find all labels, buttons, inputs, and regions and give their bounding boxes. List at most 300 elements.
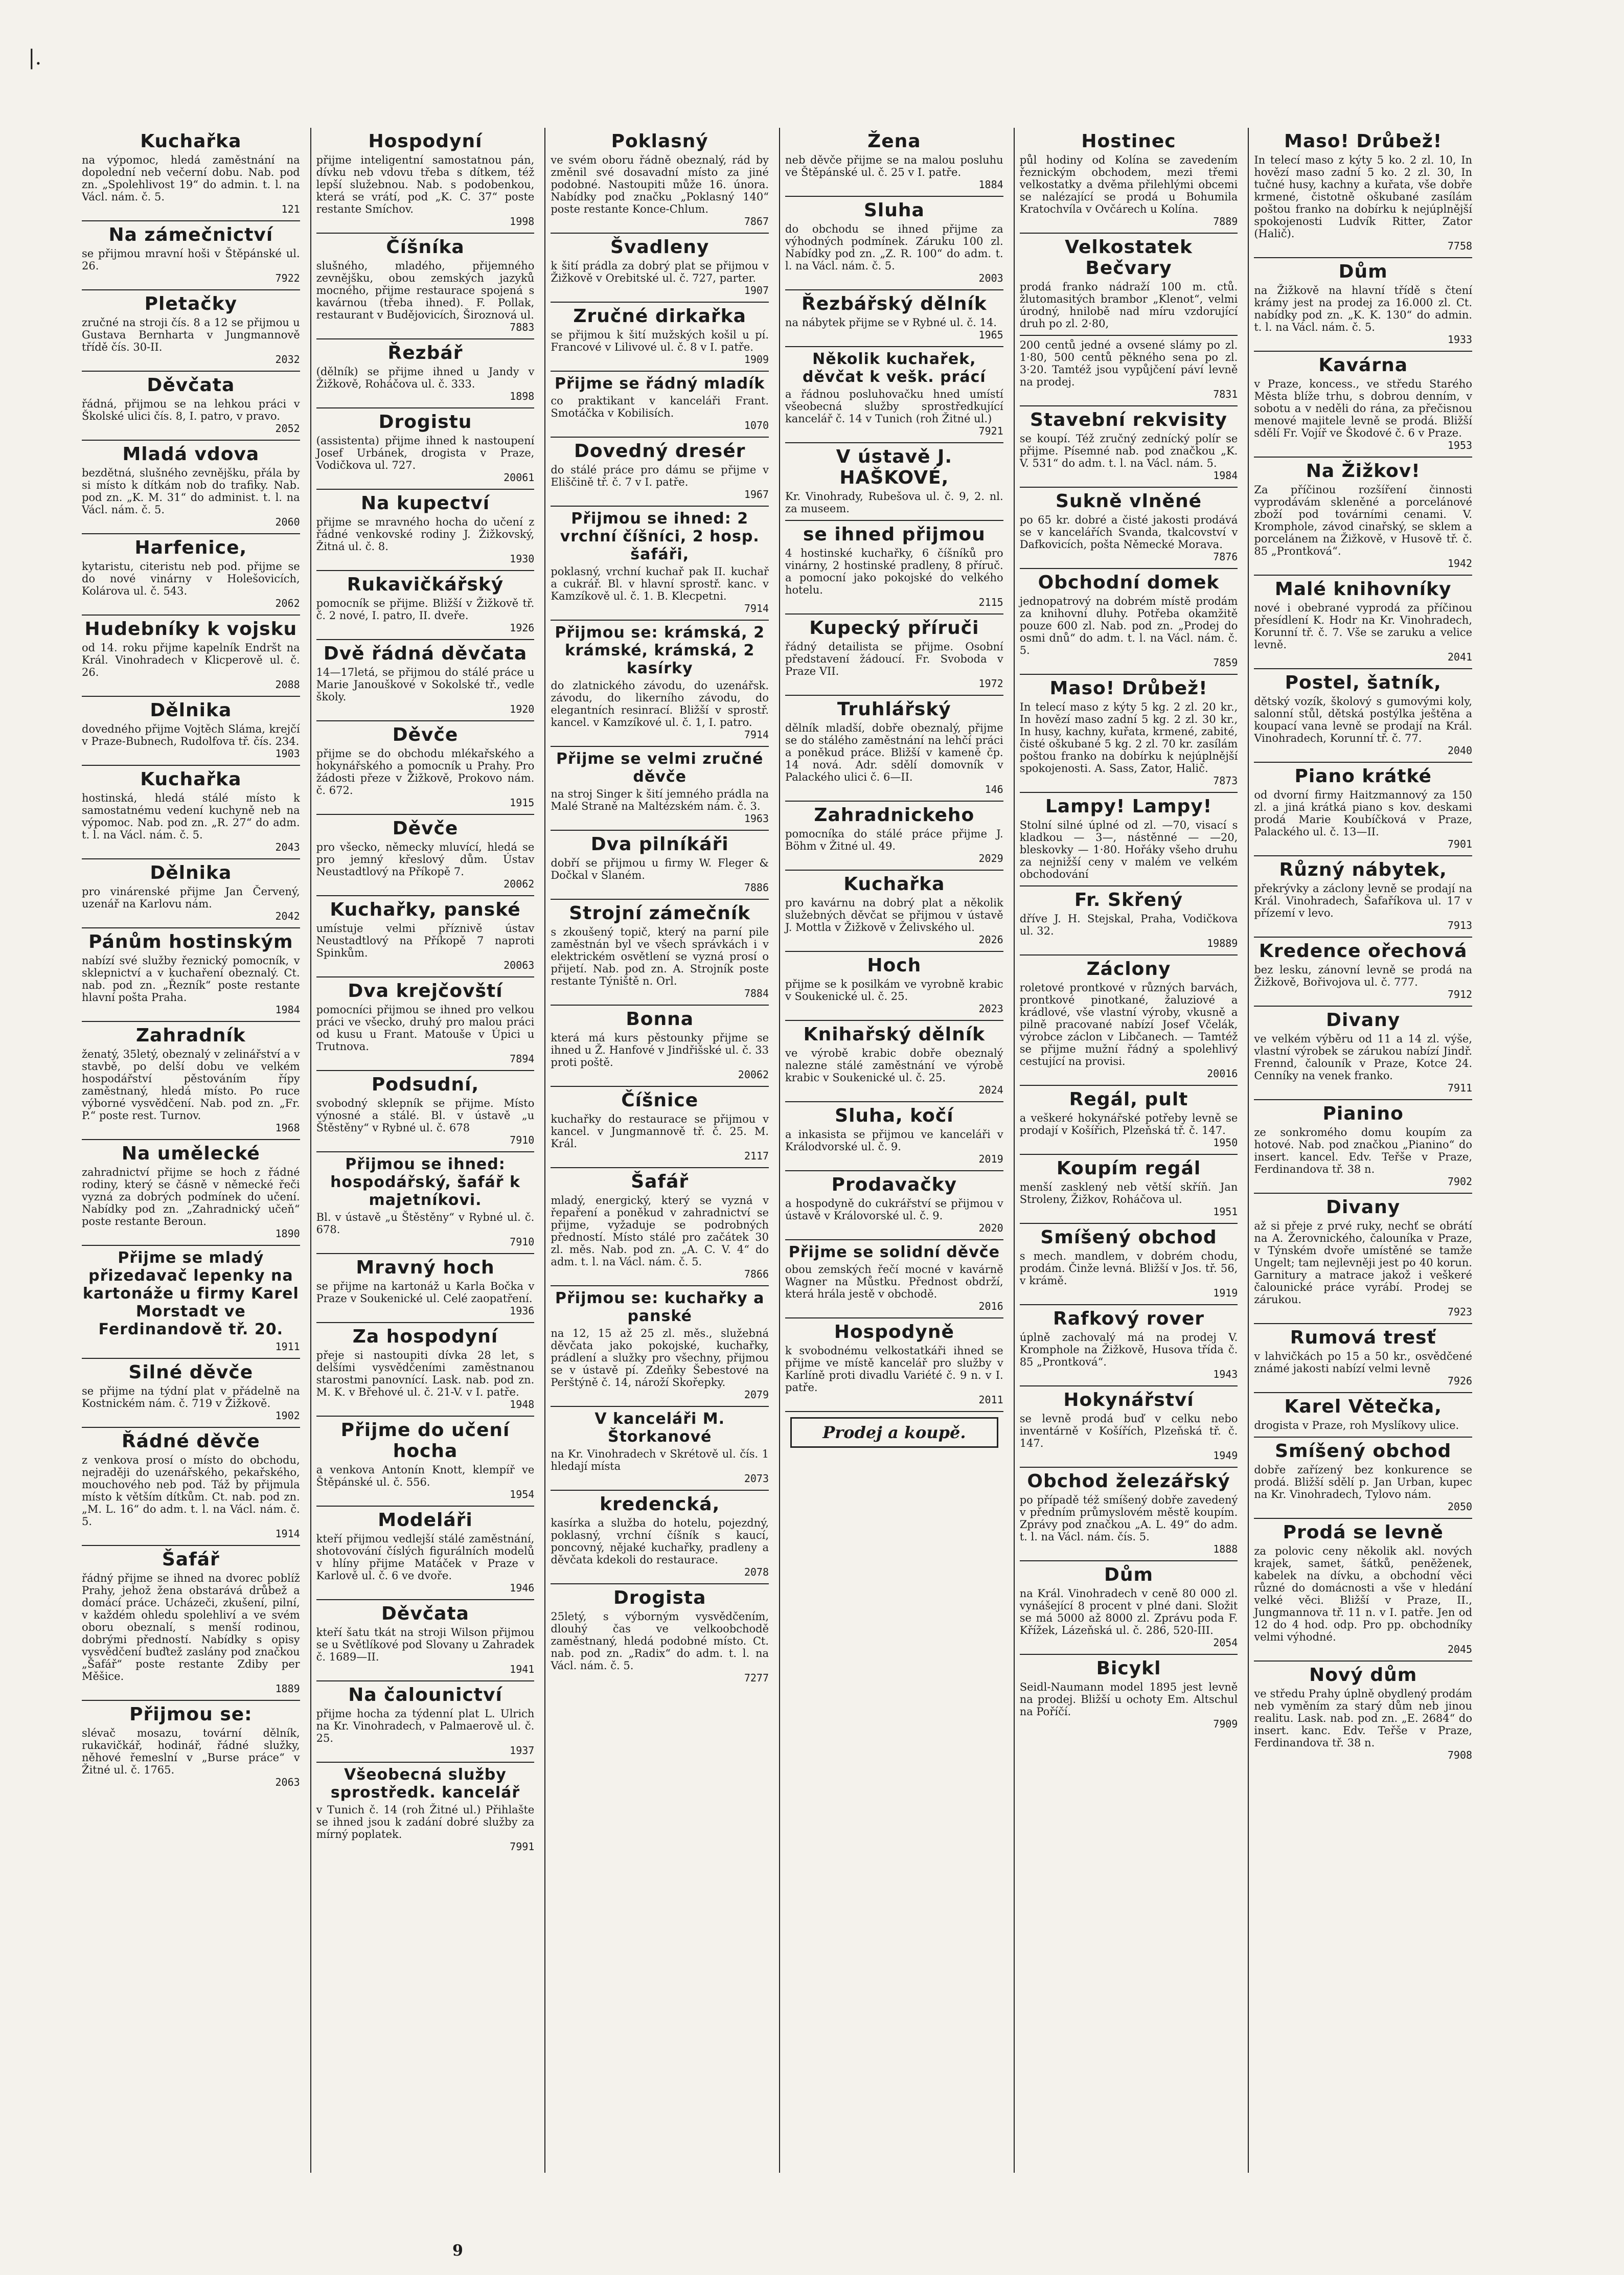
ad-body: (assistenta) přijme ihned k nastoupení Josef Urbánek, drogista v Praze, Vodičkova ul. 727. — [316, 435, 535, 471]
ad-number: 1965 — [978, 329, 1003, 341]
ad-body: po případě též smíšený dobře zavedený v předním průmyslovém městě koupím. Zprávy pod značkou „A. L. 49“ do adm. t. l. na Václ. nám. čís. 5. — [1019, 1494, 1238, 1543]
classified-ad — [1020, 886, 1238, 956]
ad-heading: Zahradník — [135, 1025, 246, 1046]
ad-number: 1984 — [1213, 469, 1238, 482]
ad-heading: Poklasný — [611, 131, 708, 152]
ad-heading: Pánům hostinským — [88, 931, 293, 952]
ad-number: 2045 — [1447, 1643, 1473, 1655]
ad-body: kytaristu, citeristu neb pod. přijme se do nové vinárny v Holešovicích, Kolárova ul. č. 543. — [82, 560, 300, 597]
classified-ad — [1020, 675, 1238, 793]
ad-number: 20062 — [738, 1068, 769, 1081]
ad-heading: Lampy! Lampy! — [1045, 796, 1213, 817]
ad-heading: Kavárna — [1318, 355, 1408, 376]
ad-heading: Dům — [1104, 1564, 1154, 1585]
ad-heading: Hostinec — [1081, 131, 1176, 152]
ad-heading: Karel Větečka, — [1284, 1396, 1442, 1417]
ad-number: 1942 — [1447, 557, 1473, 570]
classified-ad — [1020, 488, 1238, 569]
ad-heading: Drogistu — [378, 412, 472, 433]
ad-number: 2029 — [978, 852, 1003, 864]
ad-heading: Hokynářství — [1063, 1390, 1194, 1410]
ad-number: 1967 — [744, 488, 769, 500]
classified-ad — [1020, 793, 1238, 886]
ad-body: ze sonkromého domu koupím za hotové. Nab. pod značkou „Pianino“ do insert. kancel. Edv. Teřše v Praze, Ferdinandova tř. 38 n. — [1254, 1126, 1473, 1175]
ad-heading: Řádné děvče — [121, 1431, 260, 1452]
classified-ad — [82, 1546, 300, 1701]
ad-number: 7901 — [1447, 838, 1473, 850]
classified-ad — [1254, 763, 1472, 856]
classified-ad — [1254, 938, 1472, 1007]
ad-heading: Na Žižkov! — [1306, 461, 1421, 482]
classified-ad — [785, 696, 1003, 802]
classified-ad — [1254, 1519, 1472, 1662]
ad-body: přijme se k posilkám ve vyrobně krabic v Soukenické ul. č. 25. — [785, 978, 1003, 1003]
ad-number: 1951 — [1213, 1205, 1238, 1218]
ad-body: Kr. Vinohrady, Rubešova ul. č. 9, 2. nl. za museem. — [785, 490, 1003, 515]
classified-ad — [1020, 1224, 1238, 1305]
ad-body: bezdětná, slušného zevnějšku, přála by si místo k dítkám nob do trafiky. Nab. pod zn. „K. M. 31“ do administ. t. l. na Václ. nám. č. 5. — [82, 467, 300, 516]
ad-heading: Kuchařka — [140, 131, 242, 152]
ad-body: 14—17letá, se přijmou do stálé práce u Marie Janouškové v Sokolské tř., vedle školy. — [316, 666, 535, 703]
ad-number: 7889 — [1213, 215, 1238, 228]
ad-body: přijme hocha za týdenní plat L. Ulrich na Kr. Vinohradech, v Palmaerově ul. č. 25. — [316, 1708, 535, 1744]
classified-ad — [551, 372, 769, 438]
classified-ad — [551, 128, 769, 234]
ad-number: 1902 — [275, 1409, 300, 1422]
ad-body: do stálé práce pro dámu se přijme v Eliščině tř. č. 7 v I. patře. — [551, 464, 769, 488]
ad-number: 2073 — [744, 1472, 769, 1485]
ad-body: nové i obebrané vyprodá za příčinou přesídlení K. Hodr na Kr. Vinohradech, Korunní tř. č. 7. Vše se zaruku a velice levně. — [1254, 602, 1473, 651]
classified-ad — [316, 1254, 535, 1323]
ad-heading: Číšnice — [621, 1090, 699, 1111]
ad-body: dříve J. H. Stejskal, Praha, Vodičkova ul. 32. — [1019, 913, 1238, 937]
ad-number: 1898 — [510, 390, 535, 402]
ad-body: bez lesku, zánovní levně se prodá na Žižkově, Bořivojova ul. č. 777. — [1254, 964, 1473, 988]
ad-number: 7923 — [1447, 1306, 1473, 1318]
classified-ad — [316, 234, 535, 339]
classified-ad — [316, 1507, 535, 1600]
ad-number: 1936 — [510, 1305, 535, 1317]
ad-heading: Drogista — [613, 1587, 706, 1608]
ad-body: půl hodiny od Kolína se zavedením řeznickým obchodem, mezi třemi velkostatky a dvěma přilehlými obcemi se nalézající se prodá u Bohumila Kratochvíla v Ovčárech u Kolína. — [1019, 154, 1238, 215]
ad-number: 2115 — [978, 596, 1003, 608]
ad-heading: Bicykl — [1096, 1658, 1161, 1679]
classified-ad — [1020, 1561, 1238, 1655]
classified-ad — [1020, 128, 1238, 234]
classified-ad — [1254, 128, 1472, 258]
classified-ad — [316, 1600, 535, 1681]
classified-ad — [316, 339, 535, 408]
ad-heading: Harfenice, — [134, 537, 247, 558]
ad-number: 1070 — [744, 419, 769, 431]
ad-body: pro vinárenské přijme Jan Červený, uzenář na Karlovu nám. — [82, 885, 300, 910]
classified-ad — [316, 408, 535, 490]
classified-ad — [316, 128, 535, 234]
ad-body: se levně prodá buď v celku nebo inventárně v Košířích, Plzeňská tř. č. 147. — [1019, 1413, 1238, 1449]
ad-heading: Rafkový rover — [1053, 1308, 1205, 1329]
ad-heading: Přijme se řádný mladík — [554, 375, 765, 393]
ad-body: kuchařky do restaurace se přijmou v kancel. v Jungmannově tř. č. 25. M. Král. — [551, 1113, 769, 1150]
ad-heading: Na umělecké — [121, 1143, 260, 1164]
classified-ad — [785, 1021, 1003, 1102]
ad-number: 1890 — [275, 1227, 300, 1240]
classified-ad — [316, 640, 535, 721]
classified-ad — [551, 234, 769, 303]
ad-number: 1943 — [1213, 1368, 1238, 1380]
classified-ad — [82, 1246, 300, 1359]
ad-body: na Král. Vinohradech v ceně 80 000 zl. vynášející 8 procent v plné dani. Složit se má 5000 až 8000 zl. Zprávu poda F. Křížek, Lázeňská ul. č. 286, 520-III. — [1019, 1587, 1238, 1636]
classified-ad — [1254, 1100, 1472, 1194]
ad-number: 7914 — [744, 602, 769, 615]
ad-body: co praktikant v kanceláři Frant. Smotáčka v Kobilisích. — [551, 395, 769, 419]
ad-body: In telecí maso z kýty 5 ko. 2 zl. 10, In hovězí maso zadní 5 ko. 2 zl. 30, In tučné husy, kachny a kuřata, vše dobře krmené, čistotně oškubané zasílám poštou franko na dobírku k nejúplnější spokojenosti Ludvík Ritter, Zator (Halič). — [1254, 154, 1473, 240]
classified-ad — [785, 1102, 1003, 1171]
ad-number: 2003 — [978, 272, 1003, 284]
classified-ad — [82, 859, 300, 928]
ad-body: v Tunich č. 14 (roh Žitné ul.) Přihlašte se ihned jsou k zadání dobré služby za mírný poplatek. — [316, 1804, 535, 1840]
ad-body: až si přeje z prvé ruky, nechť se obrátí na A. Žerovnického, čalouníka v Praze, v Týnském dvoře umístěné se tamže Ungelt; tam nejlevněji jest po 40 korun. Garnitury a matrace jakož i veškeré čalounické práce vyrábí. Prodej se zárukou. — [1254, 1220, 1473, 1306]
ad-body: na Žižkově na hlavní třídě s čtení krámy jest na prodej za 16.000 zl. Ct. nabídky pod zn. „K. K. 130“ do admin. t. l. na Václ. nám. č. 5. — [1254, 284, 1473, 333]
ad-body: ve velkém výběru od 11 a 14 zl. výše, vlastní výrobek se zárukou nabízí Jindř. Frennd, čalouník v Praze, Kotce 24. Cenníky na venek franko. — [1254, 1033, 1473, 1082]
ad-body: řádný detailista se přijme. Osobní představení žádoucí. Fr. Svoboda v Praze VII. — [785, 641, 1003, 677]
ad-body: od 14. roku přijme kapelník Endršt na Král. Vinohradech v Klicperově ul. č. 26. — [82, 642, 300, 678]
ad-body: na Kr. Vinohradech v Skrétově ul. čís. 1 hledají místa — [551, 1448, 769, 1472]
ad-number: 146 — [985, 783, 1003, 795]
classified-ad — [785, 871, 1003, 952]
ad-number: 2019 — [978, 1153, 1003, 1165]
ad-body: kteří šatu tkát na stroji Wilson přijmou se u Světlíkové pod Slovany u Zahradek č. 1689—II. — [316, 1626, 535, 1663]
classified-ad — [1254, 458, 1472, 576]
classified-ad — [316, 1323, 535, 1417]
column-4 — [779, 128, 1009, 2173]
ad-number: 2023 — [978, 1003, 1003, 1015]
ad-heading: kredencká, — [600, 1494, 720, 1515]
ad-heading: Dělnika — [150, 700, 232, 721]
ad-heading: Kupecký příruči — [809, 618, 979, 639]
classified-ad — [316, 1763, 535, 1858]
ad-number: 7991 — [510, 1840, 535, 1853]
classified-ad — [1254, 1393, 1472, 1438]
ad-number: 20061 — [504, 471, 535, 484]
ad-number: 1998 — [510, 215, 535, 228]
ad-heading: Prodá se levně — [1283, 1522, 1444, 1543]
ad-body: se přijmou k šití mužských košil u pí. Francové v Lilivové ul. č. 8 v I. patře. — [551, 329, 769, 353]
ad-body: 25letý, s výborným vysvědčením, dlouhý čas ve velkoobchodě zaměstnaný, hledá podobné místo. Ct. nab. pod zn. „Radix“ do adm. t. l. na Václ. nám. č. 5. — [551, 1610, 769, 1672]
ad-number: 20063 — [504, 959, 535, 971]
ad-heading: Přijme do učení hocha — [340, 1420, 510, 1462]
ad-heading: Na kupectví — [360, 493, 490, 514]
ad-body: kasírka a služba do hotelu, pojezdný, poklasný, vrchní číšník s kaucí, poncovný, nějaké kuchařky, pradleny a děvčata kdekoli do restaurace. — [551, 1517, 769, 1566]
ad-number: 7913 — [1447, 919, 1473, 931]
ad-heading: Přijmou se: krámská, 2 krámské, krámská, 2 kasírky — [555, 624, 765, 677]
ad-heading: Kuchařka — [140, 769, 242, 790]
classified-ad — [551, 900, 769, 1006]
ad-body: v Praze, koncess., ve středu Starého Města blíže trhu, s dobrou denním, v sobotu a v neděli do rána, za přečisnou menové majitele levně se prodá. Bližší sdělí Fr. Vojíř ve Škodové č. 6 v Praze. — [1254, 378, 1473, 439]
ad-heading: Šafář — [162, 1549, 220, 1570]
classified-ad — [82, 221, 300, 290]
ad-heading: Koupím regál — [1056, 1158, 1201, 1179]
classified-ad — [785, 443, 1003, 521]
classified-ad — [785, 128, 1003, 197]
ad-heading: Modeláři — [378, 1510, 473, 1531]
ad-heading: Smíšený obchod — [1040, 1227, 1217, 1248]
ad-number: 2026 — [978, 934, 1003, 946]
ad-heading: Děvčata — [147, 375, 235, 396]
ad-number: 1972 — [978, 677, 1003, 690]
classified-ad — [1254, 669, 1472, 763]
edge-mark: |. — [28, 46, 42, 70]
classified-ad — [82, 766, 300, 859]
ad-number: 2041 — [1447, 651, 1473, 663]
ad-body: ve výrobě krabic dobře obeznalý nalezne stálé zaměstnání ve výrobě krabic v Soukenické ul. č. 25. — [785, 1047, 1003, 1084]
page-number: 9 — [452, 2242, 463, 2260]
classified-ad — [82, 1428, 300, 1546]
ad-number: 2060 — [275, 516, 300, 528]
column-1 — [77, 128, 305, 2173]
ad-body: pomocníci přijmou se ihned pro velkou práci ve všecko, druhý pro malou práci od kusu u Frant. Matouše v Úpici u Trutnova. — [316, 1004, 535, 1053]
ad-number: 7758 — [1447, 240, 1473, 252]
ad-heading: V ústavě J. HAŠKOVÉ, — [836, 446, 953, 488]
ad-body: drogista v Praze, roh Myslíkovy ulice. — [1254, 1419, 1459, 1431]
classified-ad — [1020, 1468, 1238, 1561]
column-5 — [1014, 128, 1243, 2173]
ad-number: 7867 — [744, 215, 769, 228]
ad-body: zručné na stroji čís. 8 a 12 se přijmou u Gustava Bernharta v Jungmannově třídě čís. 30-II. — [82, 316, 300, 353]
ad-heading: Fr. Skřený — [1074, 890, 1183, 911]
ad-number: 1907 — [744, 284, 769, 297]
ad-body: řádný přijme se ihned na dvorec poblíž Prahy, jehož žena obstarává drůbež a domácí práce. Ucházeči, zkušení, pilní, v každém ohledu spolehliví a ve svém oboru obeznalí, s menší rodinou, dobrými předností. Nabídky s opisy vysvědčení buďtež zaslány pod značkou „Šafář“ poste restante Zdiby per Měšice. — [82, 1572, 300, 1682]
ad-number: 1950 — [1213, 1136, 1238, 1149]
ad-number: 7909 — [1213, 1718, 1238, 1730]
classified-ad — [551, 1087, 769, 1168]
classified-ad — [82, 372, 300, 441]
classified-ad — [551, 507, 769, 621]
classified-ad — [316, 490, 535, 571]
ad-body: (dělník) se přijme ihned u Jandy v Žižkově, Roháčova ul. č. 333. — [316, 366, 535, 390]
classified-ad — [785, 290, 1003, 347]
ad-body: po 65 kr. dobré a čisté jakosti prodává se v kancelářích Svanda, tkalcovství v Dafkovicích, pošta Německé Morava. — [1019, 514, 1238, 551]
ad-number: 7921 — [978, 425, 1003, 437]
classified-ad — [316, 1417, 535, 1507]
classified-ad — [785, 802, 1003, 871]
ad-heading: Zručné dirkařka — [573, 306, 746, 327]
ad-body: od dvorní firmy Haitzmannový za 150 zl. a jiná krátká piano s kov. deskami prodá Marie Koubíčková v Praze, Palackého ul. č. 13—II. — [1254, 789, 1473, 838]
classified-ad — [316, 721, 535, 815]
newspaper-classifieds-page — [77, 128, 1477, 2173]
ad-heading: Strojní zámečník — [569, 903, 751, 924]
ad-heading: Hoch — [867, 955, 922, 976]
classified-ad — [1254, 258, 1472, 352]
ad-body: ve středu Prahy úplně obydlený prodám neb vyměním za starý dům neb jinou realitu. Lask. nab. pod zn. „E. 2684“ do insert. kanc. Edv. Teřše v Praze, Ferdinandova tř. 38 n. — [1254, 1688, 1473, 1749]
classified-ad — [785, 347, 1003, 443]
ad-heading: Řezbářský dělník — [801, 293, 987, 314]
ad-body: pomocníka do stálé práce přijme J. Böhm v Žitné ul. 49. — [785, 828, 1003, 852]
ad-number: 7866 — [744, 1268, 769, 1280]
ad-number: 7910 — [510, 1236, 535, 1248]
ad-body: a venkova Antonín Knott, klempíř ve Štěpánské ul. č. 556. — [316, 1464, 535, 1488]
classified-ad — [1254, 1194, 1472, 1324]
classified-ad — [1020, 1086, 1238, 1155]
ad-heading: Přijmou se: kuchařky a panské — [555, 1289, 765, 1325]
classified-ad — [551, 1286, 769, 1407]
ad-number: 1948 — [510, 1398, 535, 1410]
ad-heading: Dělnika — [150, 862, 232, 883]
ad-body: přeje si nastoupiti dívka 28 let, s delšími vysvědčeními zaměstnanou starostmi panovnící. Lask. nab. pod zn. M. K. v Břehové ul. č. 21-V. v I. patře. — [316, 1349, 535, 1398]
ad-heading: Regál, pult — [1069, 1089, 1188, 1110]
ad-number: 7926 — [1447, 1375, 1473, 1387]
ad-heading: Malé knihovníky — [1274, 579, 1452, 600]
ad-heading: Za hospodyní — [352, 1326, 498, 1347]
ad-heading: Děvčata — [381, 1603, 469, 1624]
ad-heading: Velkostatek Bečvary — [1065, 237, 1193, 279]
classified-ad — [82, 1140, 300, 1246]
ad-number: 2079 — [744, 1389, 769, 1401]
ad-body: úplně zachovalý má na prodej V. Kromphole na Žižkově, Husova třída č. 85 „Prontková“. — [1019, 1331, 1238, 1368]
ad-number: 2032 — [275, 353, 300, 366]
ad-number: 1933 — [1447, 333, 1473, 346]
classified-ad — [1254, 1007, 1472, 1100]
ad-body: s zkoušený topič, který na parní pile zaměstnán byl ve všech správkách i v elektrickém osvětlení se vyzná prosí o přijetí. Nab. pod zn. A. Strojník poste restante Týniště n. Orl. — [551, 926, 769, 987]
ad-number: 19889 — [1207, 937, 1238, 949]
classified-ad — [82, 290, 300, 372]
ad-body: k svobodnému velkostatkáři ihned se přijme ve místě kancelář pro služby v Karlíně proti divadlu Variété č. 9 n. v I. patře. — [785, 1345, 1003, 1394]
classified-ad — [1020, 406, 1238, 488]
ad-body: Stolní silné úplné od zl. —70, visací s kladkou — 3—, nástěnné — —20, bleskovky — 1·80. Hořáky všeho druhu za nejnižší ceny v malém ve velkém obchodování — [1019, 819, 1238, 880]
classified-ad — [785, 1318, 1003, 1412]
ad-number: 1953 — [1447, 439, 1473, 451]
ad-heading: Pletačky — [144, 293, 238, 314]
column-2 — [310, 128, 540, 2173]
ad-heading: Dům — [1338, 261, 1388, 282]
ad-number: 1888 — [1213, 1543, 1238, 1555]
ad-number: 1919 — [1213, 1287, 1238, 1299]
ad-heading: Přijme se solidní děvče — [788, 1243, 1000, 1261]
ad-body: na stroj Singer k šití jemného prádla na Malé Straně na Maltézském nám. č. 3. — [551, 788, 769, 812]
ad-number: 1930 — [510, 553, 535, 565]
classified-ad — [785, 952, 1003, 1021]
ad-number: 7911 — [1447, 1082, 1473, 1094]
classified-ad — [82, 1701, 300, 1793]
classified-ad — [1254, 1662, 1472, 1766]
ad-body: dovedného přijme Vojtěch Sláma, krejčí v Praze-Bubnech, Rudolfova tř. čís. 234. — [82, 723, 300, 747]
classified-ad — [1254, 1438, 1472, 1519]
ad-heading: Přijmou se: — [129, 1704, 253, 1725]
ad-heading: Přijmou se ihned: 2 vrchní číšníci, 2 hosp. šafáři, — [560, 510, 760, 563]
ad-heading: Všeobecná služby sprostředk. kancelář — [330, 1766, 520, 1802]
ad-body: kteří přijmou vedlejší stálé zaměstnání, shotovování číslých figurálních modelů v hlíny přijme Matáček v Praze v Karlově ul. č. 6 ve dvoře. — [316, 1533, 535, 1582]
ad-body: zahradnictví přijme se hoch z řádné rodiny, který se čásně v německé řeči vyzná za dobrých podmínek do učení. Nabídky pod zn. „Zahradnický učeň“ poste restante Beroun. — [82, 1166, 300, 1227]
ad-heading: V kanceláři M. Štorkanové — [594, 1410, 725, 1446]
ad-body: přijme inteligentní samostatnou pán, dívku neb vdovu třeba s dítkem, též lepší služebnou. Nab. s podobenkou, která se vrátí, pod „K. C. 37“ poste restante Smíchov. — [316, 154, 535, 215]
ad-heading: Dva krejčovští — [348, 981, 503, 1002]
ad-body: na 12, 15 až 25 zl. měs., služebná děvčata jako pokojské, kuchařky, prádlení a služky pro všechny, přijmou se v ústavě pí. Zdeňky Šebestové na Perštýně č. 14, nároží Skořepky. — [551, 1327, 769, 1389]
ad-number: 1968 — [275, 1122, 300, 1134]
ad-heading: Přijme se mladý přizedavač lepenky na kartonáže u firmy Karel Morstadt ve Ferdinandově tř. 20. — [82, 1249, 299, 1338]
ad-heading: Děvče — [392, 724, 459, 745]
ad-body: dětský vozík, školový s gumovými koly, salonní stůl, dětská postýlka ještěna a koupací vana levně se prodají na Král. Vinohradech, Korunní tř. č. 77. — [1254, 695, 1473, 744]
ad-number: 1911 — [275, 1340, 300, 1353]
ad-body: In telecí maso z kýty 5 kg. 2 zl. 20 kr., In hovězí maso zadní 5 kg. 2 zl. 30 kr., In husy, kachny, kuřata, krmené, zabité, čisté oškubané 5 kg. 2 zl. 70 kr. zasílám poštou franko na dobírku k nejúplnější spokojenosti. A. Sass, Zator, Halič. — [1019, 701, 1238, 775]
classified-ad — [316, 896, 535, 977]
column-6 — [1248, 128, 1477, 2173]
ad-number: 1920 — [510, 703, 535, 715]
classified-ad — [1020, 1386, 1238, 1468]
ad-body: se přijme na kartonáž u Karla Bočka v Praze v Soukenické ul. Celé zaopatření. — [316, 1280, 535, 1305]
column-3 — [544, 128, 774, 2173]
ad-heading: Řezbář — [387, 343, 463, 363]
ad-number: 7876 — [1213, 551, 1238, 563]
ad-number: 2050 — [1447, 1500, 1473, 1513]
ad-body: a inkasista se přijmou ve kanceláři v Králodvorské ul. č. 9. — [785, 1128, 1003, 1153]
ad-heading: Knihařský dělník — [803, 1024, 986, 1045]
classified-ad — [551, 1168, 769, 1286]
ad-heading: Maso! Drůbež! — [1284, 131, 1443, 152]
ad-number: 1963 — [744, 812, 769, 825]
ad-heading: Pianino — [1322, 1103, 1404, 1124]
classified-ad — [316, 1681, 535, 1763]
ad-body: dobře zařízený bez konkurence se prodá. Bližší sdělí p. Jan Urban, kupec na Kr. Vinohradech, Tylovo nám. — [1254, 1464, 1473, 1500]
ad-number: 2063 — [275, 1776, 300, 1788]
ad-heading: Záclony — [1086, 959, 1171, 980]
classified-ad — [551, 1491, 769, 1584]
ad-body: Za příčinou rozšíření činnosti vyprodávám skleněné a porcelánové zboží pod továrními cenami. V. Kromphole, závod cinařský, se sklem a porcelánem na Žižkově, v Husově tř. č. 85 „Prontková“. — [1254, 484, 1473, 557]
ad-heading: Divany — [1326, 1197, 1401, 1218]
classified-ad — [1020, 1155, 1238, 1224]
ad-heading: Přijmou se ihned: hospodářský, šafář k majetníkovi. — [330, 1155, 520, 1209]
section-title-banner: Prodej a koupě. — [790, 1417, 998, 1448]
ad-heading: Nový dům — [1309, 1665, 1417, 1686]
ad-body: umístuje velmi příznivě ústav Neustadtlový na Příkopě 7 naproti Spinkům. — [316, 922, 535, 959]
ad-number: 20062 — [504, 878, 535, 890]
ad-number: 2052 — [275, 422, 300, 435]
ad-body: pomocník se přijme. Bližší v Žižkově tř. č. 2 nové, I. patro, II. dveře. — [316, 597, 535, 622]
ad-number: 7883 — [510, 321, 535, 333]
classified-ad — [551, 621, 769, 747]
ad-body: nabízí své služby řeznický pomocník, v sklepnictví a v kuchaření obeznalý. Ct. nab. pod zn. „Řezník“ poste restante hlavní pošta Praha. — [82, 954, 300, 1004]
ad-body: neb děvče přijme se na malou posluhu ve Štěpánské ul. č. 25 v I. patře. — [785, 154, 1003, 178]
ad-body: dobří se přijmou u firmy W. Fleger & Dočkal v Slaném. — [551, 857, 769, 881]
ad-body: překrývky a záclony levně se prodají na Král. Vinohradech, Šafaříkova ul. 17 v přízemí v levo. — [1254, 882, 1473, 919]
ad-heading: Rumová tresť — [1290, 1327, 1436, 1348]
classified-ad — [1254, 1324, 1472, 1393]
ad-body: se přijme na týdní plat v přádelně na Kostnickém nám. č. 719 v Žižkově. — [82, 1385, 300, 1409]
ad-body: ve svém oboru řádně obeznalý, rád by změnil své dosavadní místo za jiné podobné. Nastoupiti může 16. února. Nabídky pod značku „Poklasný 140“ poste restante Konce-Chlum. — [551, 154, 769, 215]
ad-body: obou zemských řečí mocné v kavárně Wagner na Můstku. Přednost obdrží, která hrála jestě v obchodě. — [785, 1263, 1003, 1300]
ad-number: 7908 — [1447, 1749, 1473, 1761]
classified-ad — [316, 571, 535, 640]
ad-number: 1903 — [275, 747, 300, 760]
classified-ad — [1254, 352, 1472, 458]
ad-body: přijme se mravného hocha do učení z řádné venkovské rodiny J. Žižkovský, Žitná ul. č. 8. — [316, 516, 535, 553]
ad-body: řádná, přijmou se na lehkou práci v Školské ulici čís. 8, I. patro, v pravo. — [82, 398, 300, 422]
classified-ad — [785, 1240, 1003, 1318]
ad-number: 2062 — [275, 597, 300, 609]
classified-ad — [1020, 336, 1238, 406]
ad-number: 1915 — [510, 797, 535, 809]
ad-body: svobodný sklepník se přijme. Místo výnosné a stálé. Bl. v ústavě „u Štěstěny“ v Rybné ul. č. 678 — [316, 1097, 535, 1134]
ad-number: 7922 — [275, 272, 300, 284]
ad-heading: Švadleny — [610, 237, 710, 258]
ad-body: prodá franko nádraží 100 m. ctů. žlutomasitých brambor „Klenot“, velmi úrodný, hnilobě nad míru vzdorující druh po zl. 2·80, — [1019, 281, 1238, 330]
classified-ad — [1020, 956, 1238, 1086]
ad-number: 1984 — [275, 1004, 300, 1016]
ad-heading: Žena — [867, 131, 921, 152]
ad-number: 1926 — [510, 622, 535, 634]
ad-body: se koupí. Též zručný zednícký polír se přijme. Písemné nab. pod značkou „K. V. 531“ do adm. t. l. na Václ. nám. 5. — [1019, 433, 1238, 469]
ad-body: Bl. v ústavě „u Štěstěny“ v Rybné ul. č. 678. — [316, 1211, 535, 1236]
ad-number: 7886 — [744, 881, 769, 894]
ad-heading: Mravný hoch — [356, 1257, 495, 1278]
